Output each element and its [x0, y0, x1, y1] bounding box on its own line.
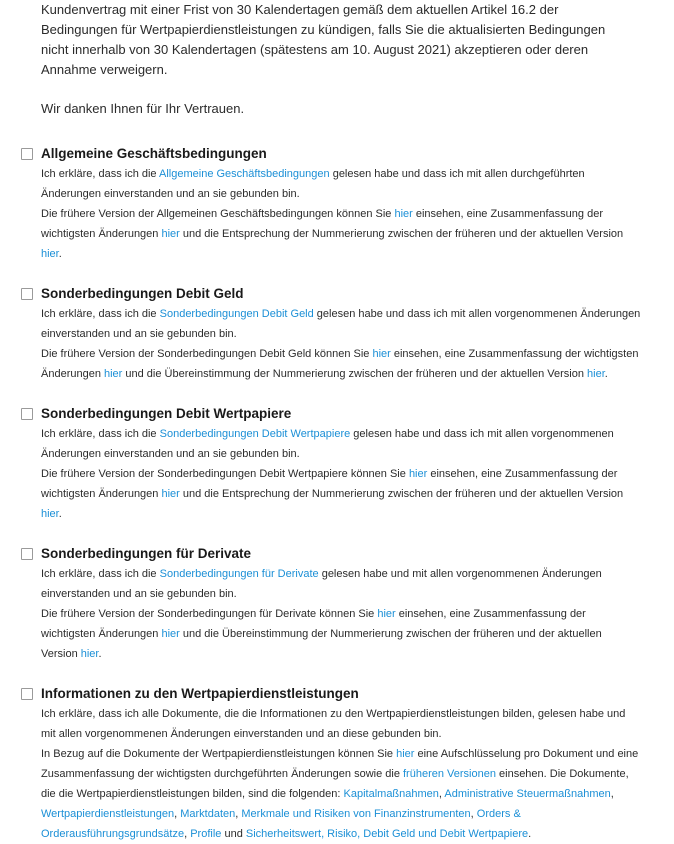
section-declaration: Ich erkläre, dass ich alle Dokumente, die die Informationen zu den Wertpapierdienstleistungen bilden, gelesen habe und mit allen vorgenommenen Änderungen einverstanden und an diese gebunden bin.: [41, 708, 626, 740]
debit-securities-checkbox[interactable]: [21, 408, 33, 420]
previous-version-link[interactable]: hier: [394, 208, 413, 220]
doc-link-collateral[interactable]: Sicherheitswert, Risiko, Debit Geld und Debit Wertpapiere: [245, 828, 529, 840]
general-terms-checkbox[interactable]: [21, 148, 33, 160]
service-information-checkbox[interactable]: [21, 688, 33, 700]
section-previous-versions: Die frühere Version der Sonderbedingungen Debit Geld können Sie hier einsehen, eine Zusammenfassung der wichtigsten Änderungen hier und die Übereinstimmung der Nummerierung zwischen der früheren und der aktuellen Version hier.: [41, 348, 639, 380]
consent-section-general-terms: [0, 143, 641, 264]
doc-link-risks[interactable]: Merkmale und Risiken von Finanzinstrumenten: [241, 808, 471, 820]
intro-paragraph: Kundenvertrag mit einer Frist von 30 Kalendertagen gemäß dem aktuellen Artikel 16.2 der Bedingungen für Wertpapierdienstleistungen zu kündigen, falls Sie die aktualisierten Bedingungen nicht innerhalb von 30 Kalendertagen (spätestens am 10. August 2021) akzeptieren oder deren Annahme verweigern.: [41, 2, 606, 77]
debit-securities-terms-link[interactable]: Sonderbedingungen Debit Wertpapiere: [159, 428, 351, 440]
numbering-mapping-link[interactable]: hier: [41, 508, 59, 520]
changes-summary-link[interactable]: hier: [161, 228, 180, 240]
debit-money-terms-link[interactable]: Sonderbedingungen Debit Geld: [159, 308, 314, 320]
doc-link-profiles[interactable]: Profile: [190, 828, 222, 840]
section-title: Informationen zu den Wertpapierdienstleistungen: [41, 686, 359, 701]
earlier-versions-link[interactable]: früheren Versionen: [403, 768, 496, 780]
previous-version-link[interactable]: hier: [408, 468, 428, 480]
breakdown-link[interactable]: hier: [396, 748, 415, 760]
section-title: Sonderbedingungen Debit Wertpapiere: [41, 406, 292, 421]
thanks-paragraph: Wir danken Ihnen für Ihr Vertrauen.: [41, 101, 245, 116]
derivatives-terms-link[interactable]: Sonderbedingungen für Derivate: [159, 568, 319, 580]
section-declaration: Ich erkläre, dass ich die Sonderbedingungen Debit Wertpapiere gelesen habe und dass ich mit allen vorgenommenen Änderungen einverstanden und an sie gebunden bin.: [41, 428, 614, 460]
section-title: Sonderbedingungen für Derivate: [41, 546, 252, 561]
doc-link-market-data[interactable]: Marktdaten: [180, 808, 236, 820]
intro-text: [41, 0, 631, 119]
changes-summary-link[interactable]: hier: [161, 488, 180, 500]
debit-money-checkbox[interactable]: [21, 288, 33, 300]
section-previous-versions: Die frühere Version der Allgemeinen Geschäftsbedingungen können Sie hier einsehen, eine Zusammenfassung der wichtigsten Änderungen hier und die Entsprechung der Nummerierung zwischen der früheren und der aktuellen Version hier.: [41, 208, 624, 260]
section-declaration: Ich erkläre, dass ich die Sonderbedingungen Debit Geld gelesen habe und dass ich mit allen vorgenommenen Änderungen einverstanden und an sie gebunden bin.: [41, 308, 641, 340]
numbering-mapping-link[interactable]: hier: [587, 368, 605, 380]
consent-section-derivatives: [0, 543, 641, 664]
changes-summary-link[interactable]: hier: [104, 368, 123, 380]
doc-link-corporate-actions[interactable]: Kapitalmaßnahmen: [343, 788, 439, 800]
section-documents: In Bezug auf die Dokumente der Wertpapierdienstleistungen können Sie hier eine Aufschlüsselung pro Dokument und eine Zusammenfassung der wichtigsten durchgeführten Änderungen sowie die früheren Versionen einsehen. Die Dokumente, die die Wertpapierdienstleistungen bilden, sind die folgenden: Kapitalmaßnahmen, Administrative Steuermaßnahmen, Wertpapierdienstleistungen, Marktdaten, Merkmale und Risiken von Finanzinstrumenten, Orders & Orderausführungsgrundsätze, Profile und Sicherheitswert, Risiko, Debit Geld und Debit Wertpapiere.: [41, 748, 639, 840]
consent-section-debit-money: [0, 283, 641, 384]
previous-version-link[interactable]: hier: [377, 608, 396, 620]
general-terms-link[interactable]: Allgemeine Geschäftsbedingungen: [159, 168, 330, 180]
consent-section-debit-securities: [0, 403, 641, 524]
doc-link-administrative-tax[interactable]: Administrative Steuermaßnahmen: [444, 788, 611, 800]
consent-section-service-information: [0, 683, 641, 844]
section-previous-versions: Die frühere Version der Sonderbedingungen Debit Wertpapiere können Sie hier einsehen, eine Zusammenfassung der wichtigsten Änderungen hier und die Entsprechung der Nummerierung zwischen der früheren und der aktuellen Version hier.: [41, 468, 624, 520]
doc-link-securities-services[interactable]: Wertpapierdienstleistungen: [41, 808, 175, 820]
consent-sections: [0, 143, 674, 844]
section-declaration: Ich erkläre, dass ich die Sonderbedingungen für Derivate gelesen habe und mit allen vorgenommenen Änderungen einverstanden und an sie gebunden bin.: [41, 568, 602, 600]
section-declaration: Ich erkläre, dass ich die Allgemeine Geschäftsbedingungen gelesen habe und dass ich mit allen durchgeführten Änderungen einverstanden und an sie gebunden bin.: [41, 168, 585, 200]
changes-summary-link[interactable]: hier: [161, 628, 180, 640]
section-title: Allgemeine Geschäftsbedingungen: [41, 146, 267, 161]
derivatives-checkbox[interactable]: [21, 548, 33, 560]
section-title: Sonderbedingungen Debit Geld: [41, 286, 244, 301]
previous-version-link[interactable]: hier: [372, 348, 391, 360]
doc-link-orders[interactable]: Orders & Orderausführungsgrundsätze: [41, 808, 521, 840]
numbering-mapping-link[interactable]: hier: [41, 248, 59, 260]
section-previous-versions: Die frühere Version der Sonderbedingungen für Derivate können Sie hier einsehen, eine Zusammenfassung der wichtigsten Änderungen hier und die Übereinstimmung der Nummerierung zwischen der früheren und der aktuellen Version hier.: [41, 608, 602, 660]
numbering-mapping-link[interactable]: hier: [80, 648, 99, 660]
